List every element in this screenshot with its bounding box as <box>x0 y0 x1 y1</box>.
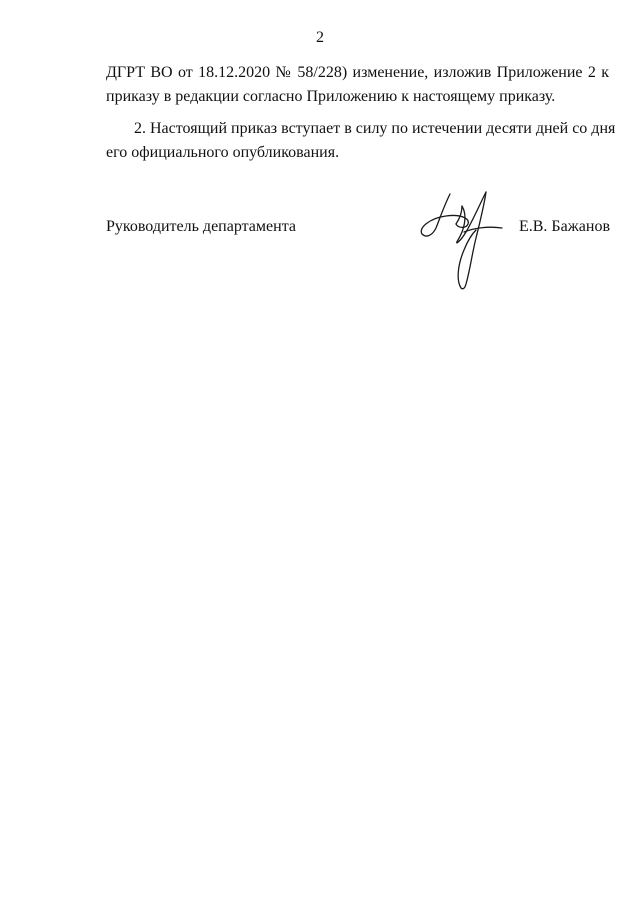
paragraph-line: ДГРТ ВО от 18.12.2020 № 58/228) изменение, изложив Приложение 2 к <box>106 64 609 81</box>
signature-block <box>106 218 610 298</box>
paragraph-item-2 <box>106 117 616 165</box>
signature-icon <box>416 188 508 292</box>
page-number: 2 <box>316 29 324 46</box>
paragraph-line: его официального опубликования. <box>106 144 340 161</box>
signatory-name: Е.В. Бажанов <box>518 218 610 235</box>
paragraph-line: приказу в редакции согласно Приложению к настоящему приказу. <box>106 88 556 105</box>
paragraph-continuation <box>106 61 609 109</box>
signatory-title: Руководитель департамента <box>106 218 296 235</box>
paragraph-line: 2. Настоящий приказ вступает в силу по истечении десяти дней со дня <box>134 120 616 137</box>
